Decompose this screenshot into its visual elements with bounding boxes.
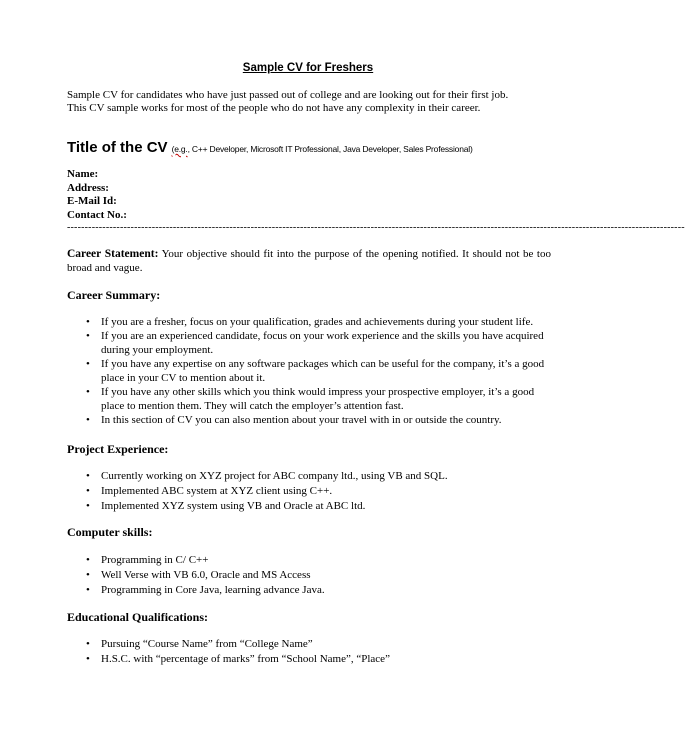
list-item: • In this section of CV you can also mention about your travel with in or outside the country. bbox=[80, 413, 550, 427]
career-summary-heading: Career Summary: bbox=[67, 288, 161, 302]
computer-skills-list bbox=[80, 553, 550, 598]
education-heading: Educational Qualifications: bbox=[67, 610, 209, 624]
computer-skills-heading: Computer skills: bbox=[67, 525, 153, 539]
list-item: • If you have any expertise on any software packages which can be useful for the company, it’s a good place in your CV to mention about it. bbox=[80, 357, 550, 385]
contact-name-label: Name: bbox=[67, 168, 99, 180]
list-item: • Programming in C/ C++ bbox=[80, 553, 550, 567]
document-title: Sample CV for Freshers bbox=[242, 62, 374, 74]
career-summary-list bbox=[80, 315, 550, 427]
education-list bbox=[80, 637, 550, 667]
cv-title-example bbox=[172, 144, 473, 154]
list-item: • Implemented XYZ system using VB and Oracle at ABC ltd. bbox=[80, 499, 550, 513]
career-statement-label: Career Statement: bbox=[67, 248, 159, 260]
list-item: • If you are an experienced candidate, focus on your work experience and the skills you have acquired during your employment. bbox=[80, 329, 550, 357]
list-item: • H.S.C. with “percentage of marks” from “School Name”, “Place” bbox=[80, 652, 550, 666]
project-experience-list bbox=[80, 469, 550, 514]
list-item: • If you have any other skills which you think would impress your prospective employer, it’s a good place to mention them. They will catch the employer’s attention fast. bbox=[80, 385, 550, 413]
separator-line: ------------------------------------------------------------------------------------------------------------------------------------------------------------------------------- bbox=[67, 222, 685, 233]
contact-number-label: Contact No.: bbox=[67, 208, 127, 221]
cv-title-eg: (e.g. bbox=[171, 144, 188, 154]
career-statement bbox=[67, 248, 551, 275]
contact-block bbox=[67, 168, 127, 222]
list-item: • Well Verse with VB 6.0, Oracle and MS Access bbox=[80, 568, 550, 582]
list-item: • Implemented ABC system at XYZ client using C++. bbox=[80, 484, 550, 498]
list-item: • Currently working on XYZ project for ABC company ltd., using VB and SQL. bbox=[80, 469, 550, 483]
intro-paragraph bbox=[67, 89, 508, 115]
contact-address-label: Address: bbox=[67, 181, 109, 194]
intro-line-1: Sample CV for candidates who have just passed out of college and are looking out for their first job. bbox=[67, 89, 509, 101]
cv-title-heading: Title of the CV bbox=[67, 139, 168, 156]
list-item: • Programming in Core Java, learning advance Java. bbox=[80, 583, 550, 597]
cv-title-line bbox=[67, 139, 473, 157]
career-statement-text: Your objective should fit into the purpose of the opening notified. It should not be too broad and vague. bbox=[67, 248, 551, 274]
cv-title-example-text: , C++ Developer, Microsoft IT Professional, Java Developer, Sales Professional) bbox=[187, 144, 473, 154]
intro-line-2: This CV sample works for most of the people who do not have any complexity in their career. bbox=[67, 102, 481, 114]
list-item: • If you are a fresher, focus on your qualification, grades and achievements during your student life. bbox=[80, 315, 550, 329]
project-experience-heading: Project Experience: bbox=[67, 442, 169, 456]
contact-email-label: E-Mail Id: bbox=[67, 195, 117, 207]
list-item: • Pursuing “Course Name” from “College Name” bbox=[80, 637, 550, 651]
